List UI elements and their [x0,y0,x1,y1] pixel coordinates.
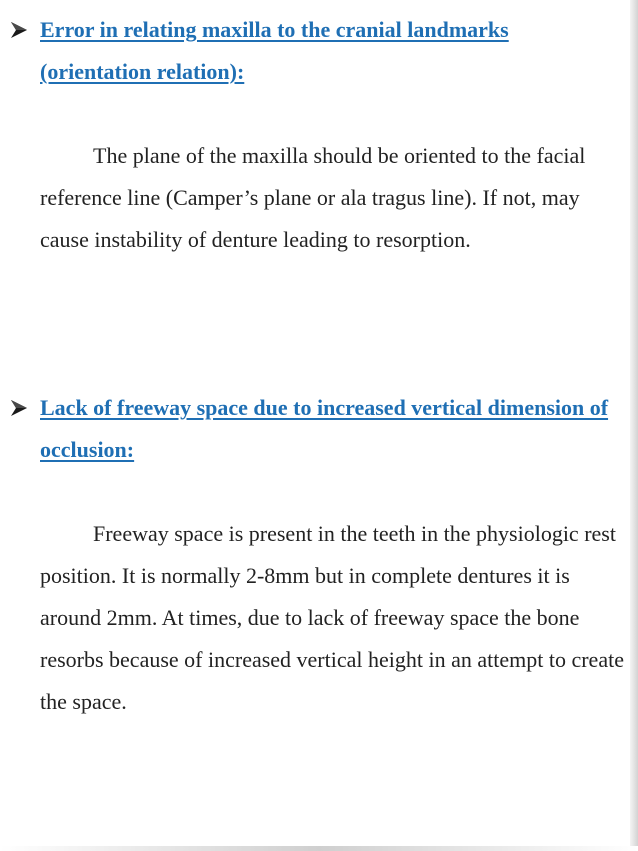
section-freeway-space [10,387,625,723]
right-edge-decoration [630,0,638,851]
section-heading [10,387,625,471]
bottom-edge-decoration [0,846,638,851]
section-heading [10,9,625,93]
arrowhead-bullet-icon [10,9,32,51]
section-heading-text: Error in relating maxilla to the cranial landmarks (orientation relation): [40,17,509,84]
section-body: Freeway space is present in the teeth in the physiologic rest position. It is normally 2-8mm but in complete dentures it is around 2mm. At times, due to lack of freeway space the bone resorbs because of increased vertical height in an attempt to create the space. [40,521,624,714]
section-body: The plane of the maxilla should be oriented to the facial reference line (Camper’s plane or ala tragus line). If not, may cause instability of denture leading to resorption. [40,143,586,252]
arrowhead-bullet-icon [10,387,32,429]
section-orientation-relation [10,9,625,261]
section-heading-text: Lack of freeway space due to increased vertical dimension of occlusion: [40,395,609,462]
